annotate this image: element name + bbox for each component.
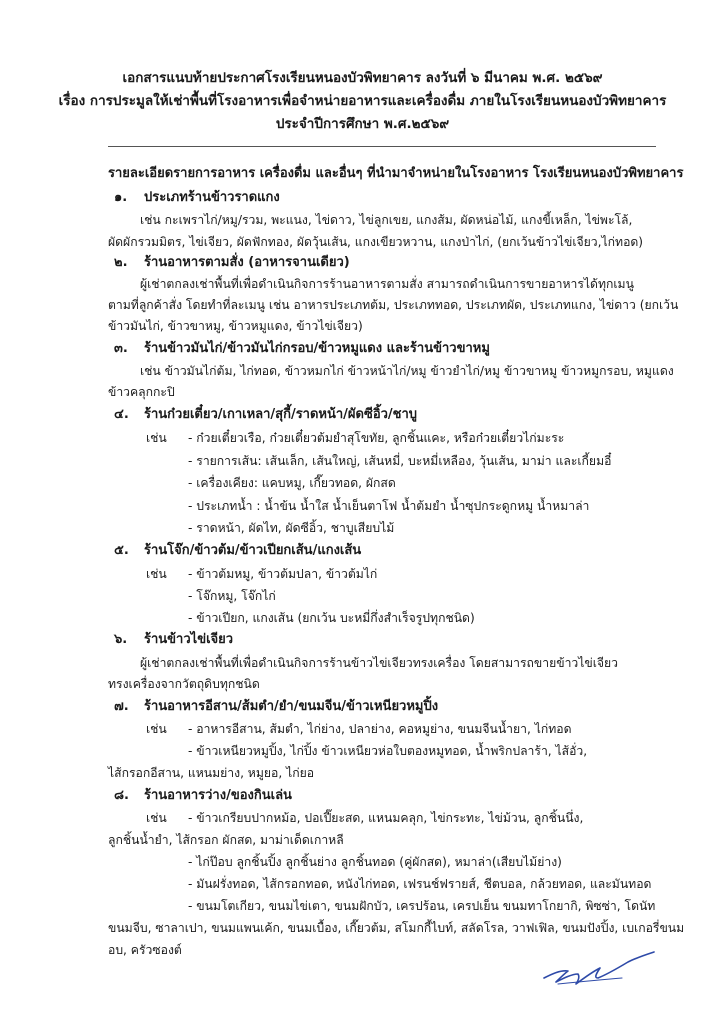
section-6-heading: [114, 630, 233, 649]
section-7-prefix: เช่น: [146, 722, 167, 736]
section-1-line-1: เช่น กะเพราไก่/หมู/รวม, พะแนง, ไข่ดาว, ไข่ลูกเขย, แกงส้ม, ผัดหน่อไม้, แกงขี้เหล็ก, ไข่พะโล้,: [140, 213, 633, 227]
section-1-line-2: ผัดผักรวมมิตร, ไข่เจียว, ผัดฟักทอง, ผัดวุ้นเส้น, แกงเขียวหวาน, แกงป่าไก่, (ยกเว้นข้าวไข่เจียว,ไก่ทอด): [108, 235, 644, 249]
header-line-1: เอกสารแนบท้ายประกาศโรงเรียนหนองบัวพิทยาคาร ลงวันที่ ๖ มีนาคม พ.ศ. ๒๕๖๙: [122, 70, 603, 86]
section-title: ร้านอาหารอีสาน/ส้มตำ/ยำ/ขนมจีน/ข้าวเหนียวหมูปิ้ง: [144, 699, 439, 714]
section-title: ร้านข้าวมันไก่/ข้าวมันไก่กรอบ/ข้าวหมูแดง และร้านข้าวขาหมู: [144, 341, 490, 356]
section-8-line-4: - มันฝรั่งทอด, ไส้กรอกทอด, หนังไก่ทอด, เฟรนช์ฟรายส์, ชีตบอล, กล้วยทอด, และมันทอด: [188, 877, 652, 891]
section-number: ๒.: [114, 255, 128, 270]
section-4-line-2: - รายการเส้น: เส้นเล็ก, เส้นใหญ่, เส้นหมี่, บะหมี่เหลือง, วุ้นเส้น, มาม่า และเกี้ยมอี๋: [188, 454, 612, 468]
section-8-line-5: - ขนมโตเกียว, ขนมไข่เตา, ขนมฝักบัว, เครปร้อน, เครปเย็น ขนมทาโกยากิ, พิซซ่า, โดนัท: [188, 899, 656, 913]
section-title: ร้านอาหารตามสั่ง (อาหารจานเดียว): [144, 255, 350, 270]
section-number: ๔.: [114, 407, 129, 422]
section-5-heading: [114, 541, 361, 560]
section-3-line-1: เช่น ข้าวมันไก่ต้ม, ไก่ทอด, ข้าวหมกไก่ ข้าวหน้าไก่/หมู ข้าวยำไก่/หมู ข้าวขาหมู ข้าวหมูกรอบ, หมูแดง: [140, 364, 674, 378]
header-line-2: เรื่อง การประมูลให้เช่าพื้นที่โรงอาหารเพื่อจำหน่ายอาหารและเครื่องดื่ม ภายในโรงเรียนหนองบัวพิทยาคาร: [58, 93, 667, 109]
section-title: ร้านโจ๊ก/ข้าวต้ม/ข้าวเปียกเส้น/แกงเส้น: [144, 543, 362, 558]
signature-mark: [538, 944, 658, 992]
section-6-line-2: ทรงเครื่องจากวัตถุดิบทุกชนิด: [108, 677, 260, 691]
section-4-line-5: - ราดหน้า, ผัดไท, ผัดซีอิ้ว, ชาบูเสียบไม้: [188, 521, 395, 535]
section-3-line-2: ข้าวคลุกกะปิ: [108, 385, 175, 399]
section-7-heading: [114, 697, 438, 716]
section-7-line-3: ไส้กรอกอีสาน, แหนมย่าง, หมูยอ, ไก่ยอ: [108, 766, 315, 780]
section-3-heading: [114, 339, 490, 358]
section-4-heading: [114, 405, 417, 424]
section-8-prefix: เช่น: [146, 811, 167, 825]
section-title: ร้านอาหารว่าง/ของกินเล่น: [144, 788, 292, 803]
section-5-line-3: - ข้าวเปียก, แกงเส้น (ยกเว้น บะหมี่กึ่งสำเร็จรูปทุกชนิด): [188, 611, 475, 625]
section-4-line-3: - เครื่องเคียง: แคบหมู, เกี๊ยวทอด, ผักสด: [188, 476, 396, 490]
section-8-line-7: อบ, ครัวซองต์: [108, 943, 182, 957]
section-5-line-2: - โจ๊กหมู, โจ๊กไก่: [188, 589, 276, 603]
section-8-line-1: - ข้าวเกรียบปากหม้อ, ปอเปี๊ยะสด, แหนมคลุก, ไข่กระทะ, ไข่ม้วน, ลูกชิ้นนึ่ง,: [188, 811, 584, 825]
section-number: ๖.: [114, 632, 128, 647]
section-2-line-2: ตามที่ลูกค้าสั่ง โดยทำที่ละเมนู เช่น อาหารประเภทต้ม, ประเภททอด, ประเภทผัด, ประเภทแกง, ไข่ดาว (ยกเว้น: [108, 298, 679, 312]
section-title: ประเภทร้านข้าวราดแกง: [144, 190, 280, 205]
section-7-line-2: - ข้าวเหนียวหมูปิ้ง, ไก่ปิ้ง ข้าวเหนียวห่อใบตองหมูทอด, น้ำพริกปลาร้า, ไส้อั่ว,: [188, 744, 588, 758]
section-number: ๑.: [114, 190, 128, 205]
header-divider: [108, 146, 656, 147]
section-1-heading: [114, 188, 280, 207]
section-number: ๗.: [114, 699, 129, 714]
section-number: ๕.: [114, 543, 129, 558]
section-8-heading: [114, 786, 292, 805]
section-8-line-2: ลูกชิ้นน้ำยำ, ไส้กรอก ผักสด, มาม่าเด็ดเกาหลี: [108, 833, 344, 847]
section-title: ร้านข้าวไข่เจียว: [144, 632, 234, 647]
section-4-line-4: - ประเภทน้ำ : น้ำข้น น้ำใส น้ำเย็นตาโฟ น้ำต้มยำ น้ำซุปกระดูกหมู น้ำหมาล่า: [188, 499, 590, 513]
section-5-line-1: - ข้าวต้มหมู, ข้าวต้มปลา, ข้าวต้มไก่: [188, 567, 378, 581]
section-number: ๓.: [114, 341, 128, 356]
section-title: ร้านก๋วยเตี๋ยว/เกาเหลา/สุกี้/ราดหน้า/ผัดซีอิ้ว/ชาบู: [144, 407, 418, 422]
section-6-line-1: ผู้เช่าตกลงเช่าพื้นที่เพื่อดำเนินกิจการร้านข้าวไข่เจียวทรงเครื่อง โดยสามารถขายข้าวไข่เจียว: [140, 656, 619, 670]
header-line-3: ประจำปีการศึกษา พ.ศ.๒๕๖๙: [275, 116, 450, 132]
intro-heading: รายละเอียดรายการอาหาร เครื่องดื่ม และอื่นๆ ที่นำมาจำหน่ายในโรงอาหาร โรงเรียนหนองบัวพิทยาคาร: [108, 166, 684, 181]
section-2-line-1: ผู้เช่าตกลงเช่าพื้นที่เพื่อดำเนินกิจการร้านอาหารตามสั่ง สามารถดำเนินการขายอาหารได้ทุกเมนู: [140, 277, 634, 291]
section-4-line-1: - ก๋วยเตี๋ยวเรือ, ก๋วยเตี๋ยวต้มยำสุโขทัย, ลูกชิ้นแคะ, หรือก๋วยเตี๋ยวไก่มะระ: [188, 431, 565, 445]
section-2-line-3: ข้าวมันไก่, ข้าวขาหมู, ข้าวหมูแดง, ข้าวไข่เจียว): [108, 319, 363, 333]
section-number: ๘.: [114, 788, 129, 803]
section-7-line-1: - อาหารอีสาน, ส้มตำ, ไก่ย่าง, ปลาย่าง, คอหมูย่าง, ขนมจีนน้ำยา, ไก่ทอด: [188, 722, 572, 736]
section-8-line-6: ขนมจีบ, ซาลาเปา, ขนมแพนเค้ก, ขนมเบื้อง, เกี๊ยวต้ม, สโมกกี้ไบท์, สลัดโรล, วาฟเฟิล, ขนมปังปิ้ง, เบเกอรี่ขนม: [108, 921, 685, 935]
section-4-prefix: เช่น: [146, 431, 167, 445]
section-8-line-3: - ไก่ป๊อบ ลูกชิ้นปิ้ง ลูกชิ้นย่าง ลูกชิ้นทอด (คู่ผักสด), หมาล่า(เสียบไม้ย่าง): [188, 855, 562, 869]
section-2-heading: [114, 253, 350, 272]
section-5-prefix: เช่น: [146, 567, 167, 581]
